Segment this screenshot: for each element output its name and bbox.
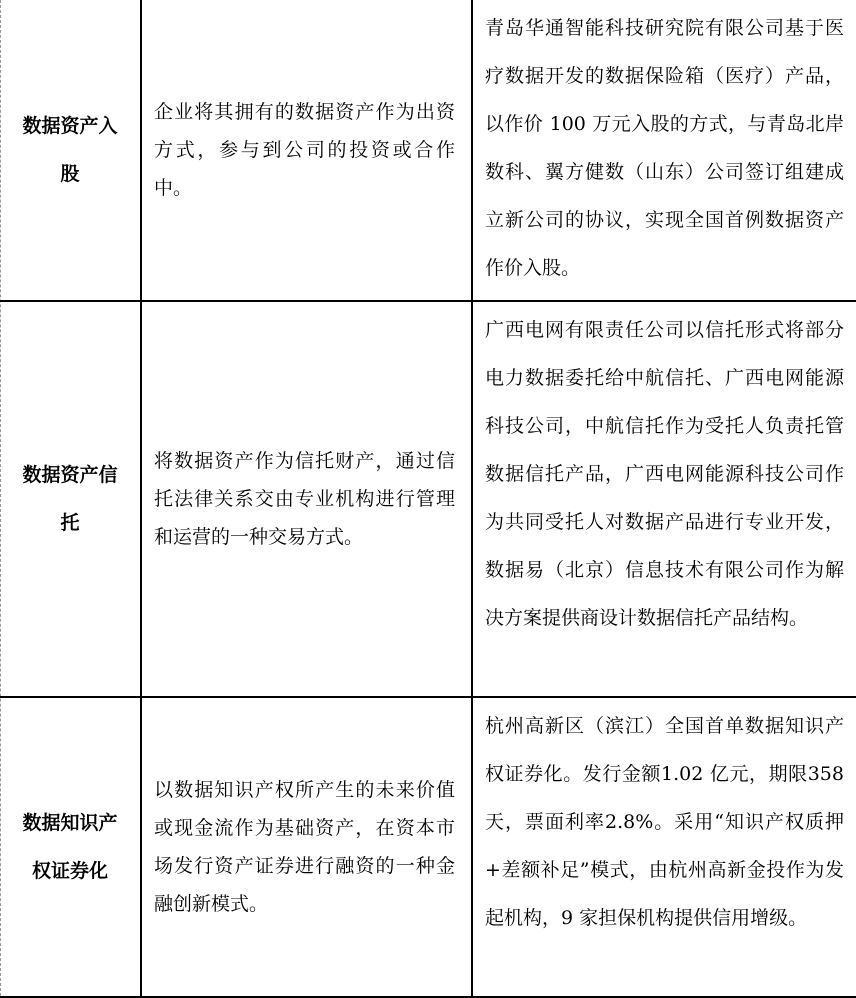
- mode-name-cell: [0, 0, 141, 301]
- mode-definition: 将数据资产作为信托财产，通过信托法律关系交由专业机构进行管理和运营的一种交易方式。: [154, 450, 455, 548]
- mode-definition-cell: [141, 697, 472, 997]
- mode-definition-cell: [141, 301, 472, 697]
- mode-definition-cell: [141, 0, 472, 301]
- mode-name-cell: [0, 301, 141, 697]
- mode-definition: 以数据知识产权所产生的未来价值或现金流作为基础资产，在资本市场发行资产证券进行融资的一种金融创新模式。: [154, 779, 455, 915]
- mode-name: 数据资产信托: [22, 464, 118, 534]
- table-row: [0, 301, 856, 697]
- mode-name-cell: [0, 697, 141, 997]
- mode-definition: 企业将其拥有的数据资产作为出资方式，参与到公司的投资或合作中。: [154, 101, 455, 199]
- mode-case-cell: [472, 301, 856, 697]
- mode-case: 广西电网有限责任公司以信托形式将部分电力数据委托给中航信托、广西电网能源科技公司，中航信托作为受托人负责托管数据信托产品，广西电网能源科技公司作为共同受托人对数据产品进行专业开发，数据易（北京）信息技术有限公司作为解决方案提供商设计数据信托产品结构。: [485, 319, 844, 629]
- mode-name: 数据资产入股: [22, 115, 118, 185]
- table-row: [0, 697, 856, 997]
- mode-case-cell: [472, 697, 856, 997]
- mode-case: 青岛华通智能科技研究院有限公司基于医疗数据开发的数据保险箱（医疗）产品，以作价 100 万元入股的方式，与青岛北岸数科、翼方健数（山东）公司签订组建成立新公司的协议，实现全国首例数据资产作价入股。: [485, 17, 844, 279]
- mode-case-cell: [472, 0, 856, 301]
- mode-name: 数据知识产权证券化: [22, 812, 118, 882]
- table-row: [0, 0, 856, 301]
- mode-case: 杭州高新区（滨江）全国首单数据知识产权证券化。发行金额1.02 亿元，期限358 天，票面利率2.8%。采用“知识产权质押+差额补足”模式，由杭州高新金投作为发起机构，9 家担保机构提供信用增级。: [485, 715, 844, 929]
